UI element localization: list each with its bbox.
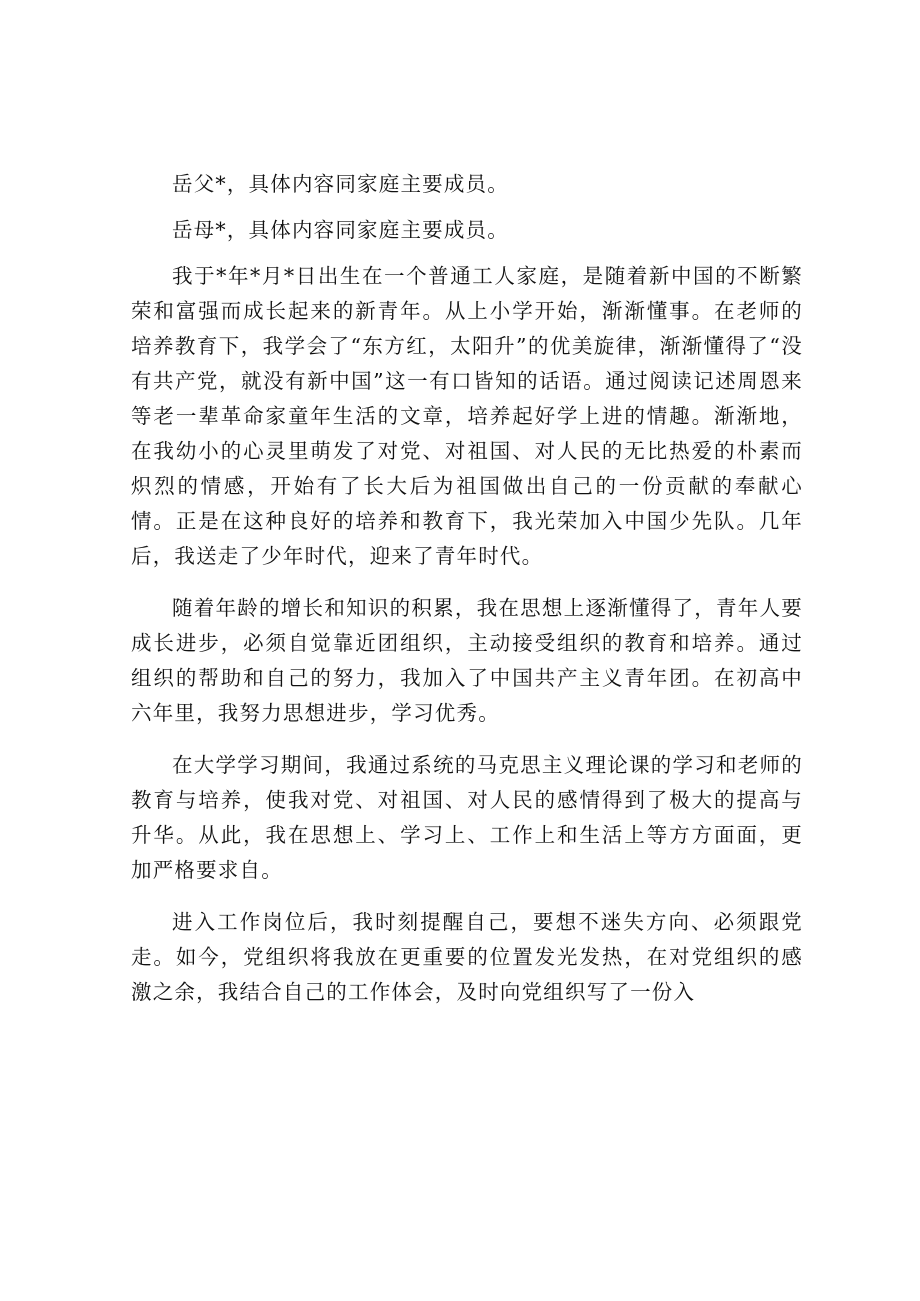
paragraph-university: 在大学学习期间，我通过系统的马克思主义理论课的学习和老师的教育与培养，使我对党、对祖国、对人民的感情得到了极大的提高与升华。从此，我在思想上、学习上、工作上和生活上等方方面面，更加严格要求自。: [131, 753, 803, 882]
document-body: [131, 167, 803, 1027]
paragraph-mother-in-law: 岳母*，具体内容同家庭主要成员。: [172, 218, 509, 242]
paragraph-youth-league: 随着年龄的增长和知识的积累，我在思想上逐渐懂得了，青年人要成长进步，必须自觉靠近团组织，主动接受组织的教育和培养。通过组织的帮助和自己的努力，我加入了中国共产主义青年团。在初高中六年里，我努力思想进步，学习优秀。: [131, 596, 803, 725]
paragraph-work: 进入工作岗位后，我时刻提醒自己，要想不迷失方向、必须跟党走。如今，党组织将我放在更重要的位置发光发热，在对党组织的感激之余，我结合自己的工作体会，及时向党组织写了一份入: [131, 910, 803, 1004]
paragraph-childhood: 我于*年*月*日出生在一个普通工人家庭，是随着新中国的不断繁荣和富强而成长起来的新青年。从上小学开始，渐渐懂事。在老师的培养教育下，我学会了“东方红，太阳升”的优美旋律，渐渐懂得了“没有共产党，就没有新中国”这一有口皆知的话语。通过阅读记述周恩来等老一辈革命家童年生活的文章，培养起好学上进的情趣。渐渐地，在我幼小的心灵里萌发了对党、对祖国、对人民的无比热爱的朴素而炽烈的情感，开始有了长大后为祖国做出自己的一份贡献的奉献心情。正是在这种良好的培养和教育下，我光荣加入中国少先队。几年后，我送走了少年时代，迎来了青年时代。: [131, 264, 803, 568]
paragraph-father-in-law: 岳父*，具体内容同家庭主要成员。: [172, 172, 509, 196]
